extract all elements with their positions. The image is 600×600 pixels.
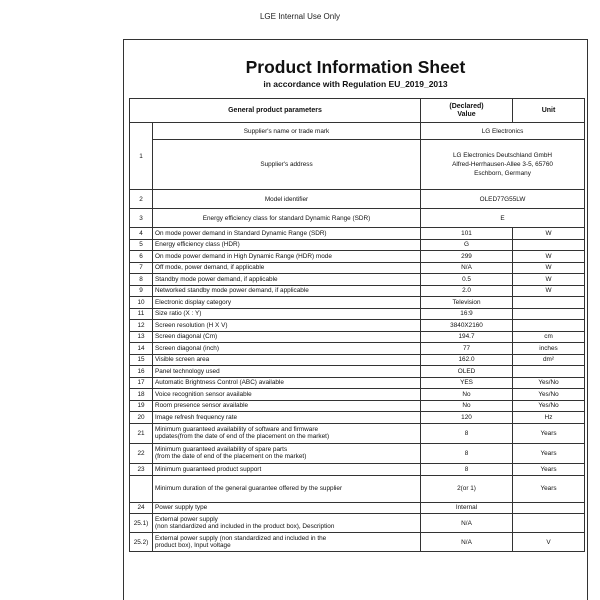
row-number: 2 [130, 190, 153, 209]
declared-value: 8 [421, 423, 513, 443]
parameter-name: Screen resolution (H X V) [153, 320, 421, 332]
internal-use-note: LGE Internal Use Only [259, 12, 341, 21]
declared-value: OLED [421, 366, 513, 378]
supplier-name-value: LG Electronics [421, 123, 585, 140]
row-number: 4 [130, 228, 153, 240]
declared-value: No [421, 389, 513, 401]
row-number: 25.1) [130, 514, 153, 533]
parameter-name: Room presence sensor available [153, 400, 421, 412]
table-row [130, 209, 585, 228]
table-row [130, 377, 585, 389]
unit: W [513, 262, 585, 274]
unit: W [513, 274, 585, 286]
table-row [130, 412, 585, 424]
parameter-name [153, 423, 421, 443]
row-number: 1 [130, 123, 153, 190]
parameter-name: Energy efficiency class (HDR) [153, 239, 421, 251]
parameters-table [129, 98, 585, 552]
declared-value: 16:9 [421, 308, 513, 320]
parameter-name: Electronic display category [153, 297, 421, 309]
row-number: 25.2) [130, 533, 153, 552]
table-row [130, 463, 585, 475]
address-line: LG Electronics Deutschland GmbH [452, 152, 553, 159]
declared-value: G [421, 239, 513, 251]
declared-value: Internal [421, 502, 513, 514]
table-row [130, 343, 585, 355]
row-number: 22 [130, 443, 153, 463]
parameter-name: Panel technology used [153, 366, 421, 378]
table-row [130, 239, 585, 251]
declared-value: 8 [421, 443, 513, 463]
unit: inches [513, 343, 585, 355]
parameter-name: Screen diagonal (inch) [153, 343, 421, 355]
unit: Years [513, 443, 585, 463]
unit [513, 366, 585, 378]
declared-value: N/A [421, 262, 513, 274]
model-identifier-label: Model identifier [153, 190, 421, 209]
declared-value: YES [421, 377, 513, 389]
table-row [130, 262, 585, 274]
parameter-name: On mode power demand in Standard Dynamic Range (SDR) [153, 228, 421, 240]
unit: Yes/No [513, 389, 585, 401]
table-row [130, 400, 585, 412]
table-row [130, 123, 585, 140]
table-row [130, 251, 585, 263]
row-number: 9 [130, 285, 153, 297]
unit [513, 239, 585, 251]
table-row [130, 320, 585, 332]
address-line: Eschborn, Germany [474, 170, 531, 177]
parameter-name: Voice recognition sensor available [153, 389, 421, 401]
param-line: External power supply [155, 515, 218, 523]
param-line: (non standardized and included in the product box), Description [155, 523, 335, 530]
unit: Yes/No [513, 377, 585, 389]
unit: W [513, 251, 585, 263]
unit [513, 320, 585, 332]
header-declared-value: (Declared) Value [421, 99, 513, 123]
param-line: (from the date of end of the placement on the market) [155, 453, 307, 460]
table-row [130, 190, 585, 209]
declared-value: No [421, 400, 513, 412]
param-line: Minimum guaranteed availability of spare parts [155, 445, 288, 453]
table-row [130, 228, 585, 240]
table-row [130, 502, 585, 514]
sheet-title: Product Information Sheet [245, 57, 466, 77]
parameter-name: Minimum duration of the general guarantee offered by the supplier [153, 475, 421, 502]
row-number [130, 475, 153, 502]
row-number: 8 [130, 274, 153, 286]
unit: Years [513, 423, 585, 443]
row-number: 11 [130, 308, 153, 320]
model-identifier-value: OLED77G55LW [421, 190, 585, 209]
table-header-row [130, 99, 585, 123]
row-number: 18 [130, 389, 153, 401]
table-row [130, 354, 585, 366]
table-row [130, 274, 585, 286]
declared-value: 3840X2160 [421, 320, 513, 332]
parameter-name [153, 533, 421, 552]
row-number: 7 [130, 262, 153, 274]
unit: Hz [513, 412, 585, 424]
parameter-name: Off mode, power demand, if applicable [153, 262, 421, 274]
declared-value: N/A [421, 514, 513, 533]
unit [513, 514, 585, 533]
declared-value: 120 [421, 412, 513, 424]
unit: Yes/No [513, 400, 585, 412]
parameter-name: Size ratio (X : Y) [153, 308, 421, 320]
energy-class-sdr-label: Energy efficiency class for standard Dynamic Range (SDR) [153, 209, 421, 228]
table-row [130, 443, 585, 463]
unit: Years [513, 475, 585, 502]
table-row [130, 366, 585, 378]
parameter-name: Minimum guaranteed product support [153, 463, 421, 475]
unit [513, 502, 585, 514]
row-number: 5 [130, 239, 153, 251]
param-line: updates(from the date of end of the placement on the market) [155, 433, 330, 440]
row-number: 10 [130, 297, 153, 309]
row-number: 14 [130, 343, 153, 355]
supplier-address-label: Supplier's address [153, 140, 421, 190]
declared-value: 194.7 [421, 331, 513, 343]
row-number: 23 [130, 463, 153, 475]
table-row [130, 514, 585, 533]
param-line: External power supply (non standardized and included in the [155, 534, 327, 542]
declared-value: 101 [421, 228, 513, 240]
table-row [130, 423, 585, 443]
declared-value: 0.5 [421, 274, 513, 286]
parameter-name: Networked standby mode power demand, if applicable [153, 285, 421, 297]
param-line: product box), Input voltage [155, 542, 231, 549]
row-number: 12 [130, 320, 153, 332]
parameter-name: Automatic Brightness Control (ABC) available [153, 377, 421, 389]
row-number: 13 [130, 331, 153, 343]
header-unit: Unit [513, 99, 585, 123]
declared-value: N/A [421, 533, 513, 552]
table-row [130, 533, 585, 552]
declared-value: 162.0 [421, 354, 513, 366]
table-row [130, 285, 585, 297]
parameter-name: On mode power demand in High Dynamic Range (HDR) mode [153, 251, 421, 263]
unit: W [513, 228, 585, 240]
row-number: 17 [130, 377, 153, 389]
unit: cm [513, 331, 585, 343]
unit: W [513, 285, 585, 297]
parameter-name [153, 514, 421, 533]
table-row [130, 297, 585, 309]
row-number: 20 [130, 412, 153, 424]
table-row [130, 389, 585, 401]
table-row [130, 140, 585, 190]
row-number: 6 [130, 251, 153, 263]
unit [513, 297, 585, 309]
product-information-sheet [123, 39, 588, 600]
unit: Years [513, 463, 585, 475]
table-row [130, 308, 585, 320]
table-row [130, 475, 585, 502]
declared-value: 2(or 1) [421, 475, 513, 502]
row-number: 21 [130, 423, 153, 443]
row-number: 15 [130, 354, 153, 366]
row-number: 3 [130, 209, 153, 228]
table-row [130, 331, 585, 343]
declared-value: Television [421, 297, 513, 309]
param-line: Minimum guaranteed availability of software and firmware [155, 425, 319, 433]
parameter-name: Visible screen area [153, 354, 421, 366]
parameter-name: Image refresh frequency rate [153, 412, 421, 424]
supplier-name-label: Supplier's name or trade mark [153, 123, 421, 140]
sheet-subtitle: in accordance with Regulation EU_2019_2013 [263, 79, 448, 89]
supplier-address-value [421, 140, 585, 190]
declared-value: 299 [421, 251, 513, 263]
parameter-name: Screen diagonal (Cm) [153, 331, 421, 343]
unit [513, 308, 585, 320]
declared-value: 8 [421, 463, 513, 475]
row-number: 24 [130, 502, 153, 514]
energy-class-sdr-value: E [421, 209, 585, 228]
parameter-name: Standby mode power demand, if applicable [153, 274, 421, 286]
declared-value: 77 [421, 343, 513, 355]
row-number: 16 [130, 366, 153, 378]
declared-value: 2.0 [421, 285, 513, 297]
header-general-parameters: General product parameters [130, 99, 421, 123]
unit: dm² [513, 354, 585, 366]
row-number: 19 [130, 400, 153, 412]
parameter-name [153, 443, 421, 463]
unit: V [513, 533, 585, 552]
parameter-name: Power supply type [153, 502, 421, 514]
address-line: Alfred-Herrhausen-Allee 3-5, 65760 [452, 161, 553, 168]
